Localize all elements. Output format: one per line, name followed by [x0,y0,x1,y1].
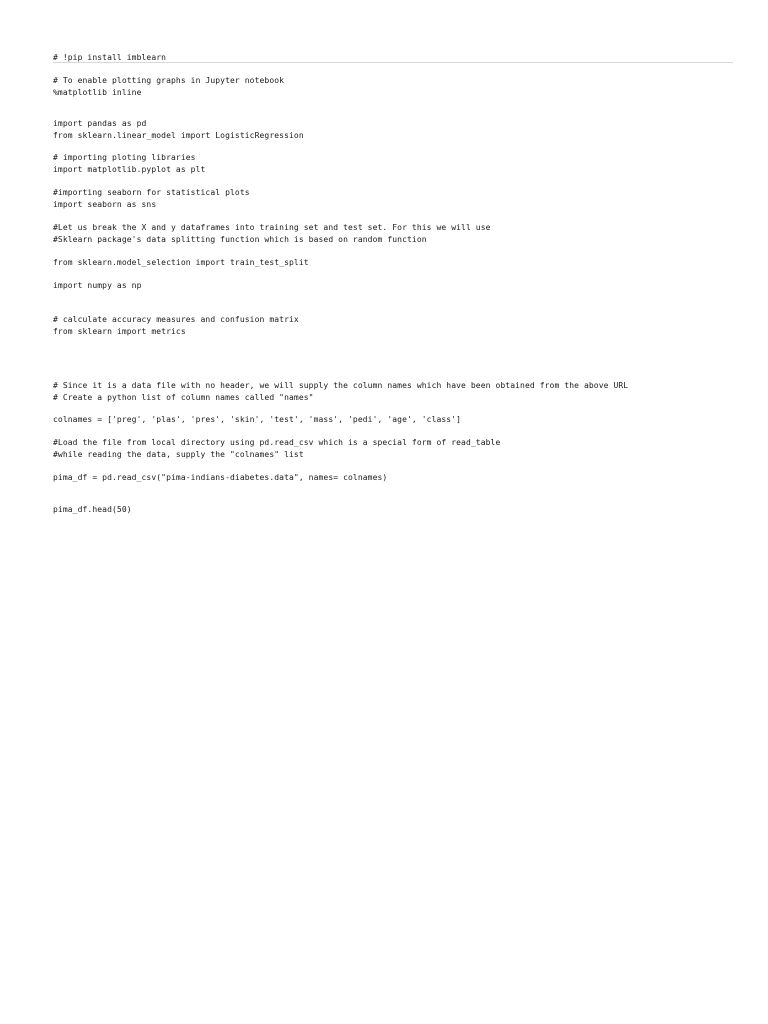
code-cell-11[interactable] [53,414,733,426]
code-cell-7[interactable] [53,257,733,269]
code-line: # To enable plotting graphs in Jupyter notebook [53,76,285,85]
code-line: # Since it is a data file with no header, we will supply the column names which have been obtained from the above URL [53,381,629,390]
code-line: import pandas as pd [53,119,147,128]
code-line: from sklearn import metrics [53,326,186,336]
code-cell-13[interactable] [53,472,733,484]
code-line: %matplotlib inline [53,87,142,97]
code-cell-9[interactable] [53,314,733,337]
code-cell-14[interactable] [53,504,733,516]
cell-divider [53,62,733,63]
code-line: #while reading the data, supply the "colnames" list [53,449,304,459]
code-line: # !pip install imblearn [53,53,167,62]
code-line: import numpy as np [53,281,142,290]
code-line: #importing seaborn for statistical plots [53,188,250,197]
code-line: # Create a python list of column names called "names" [53,392,314,402]
code-cell-2[interactable] [53,75,733,98]
code-line: pima_df = pd.read_csv("pima-indians-diabetes.data", names= colnames) [53,473,388,482]
code-line: # calculate accuracy measures and confusion matrix [53,315,299,324]
code-cell-3[interactable] [53,118,733,141]
code-cell-10[interactable] [53,380,733,403]
code-cell-1[interactable] [53,52,733,64]
code-line: # importing ploting libraries [53,153,196,162]
code-cell-8[interactable] [53,280,733,292]
code-line: from sklearn.model_selection import train_test_split [53,258,309,267]
code-line: import seaborn as sns [53,199,157,209]
code-line: colnames = ['preg', 'plas', 'pres', 'skin', 'test', 'mass', 'pedi', 'age', 'class'] [53,415,462,424]
code-line: #Let us break the X and y dataframes into training set and test set. For this we will use [53,223,491,232]
code-line: #Load the file from local directory using pd.read_csv which is a special form of read_table [53,438,501,447]
code-line: #Sklearn package's data splitting function which is based on random function [53,234,427,244]
code-cell-6[interactable] [53,222,733,245]
code-line: import matplotlib.pyplot as plt [53,164,206,174]
code-line: pima_df.head(50) [53,505,132,514]
code-cell-12[interactable] [53,437,733,460]
code-cell-4[interactable] [53,152,733,175]
code-line: from sklearn.linear_model import LogisticRegression [53,130,304,140]
code-cell-5[interactable] [53,187,733,210]
